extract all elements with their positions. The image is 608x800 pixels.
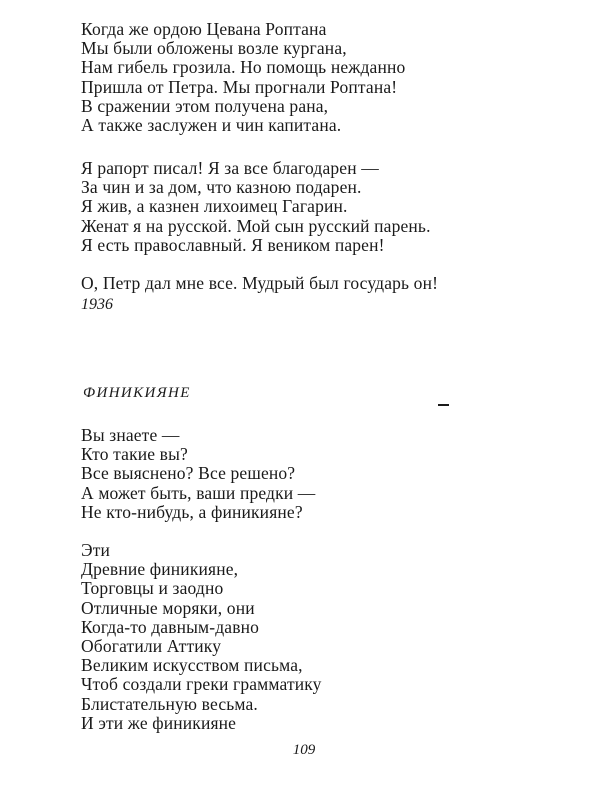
poem-line: И эти же финикияне — [81, 712, 237, 733]
poem-line: Пришла от Петра. Мы прогнали Роптана! — [81, 76, 398, 97]
poem-line: В сражении этом получена рана, — [81, 95, 329, 116]
poem-line: За чин и за дом, что казною подарен. — [81, 177, 362, 198]
poem-line: О, Петр дал мне все. Мудрый был государь он! — [81, 273, 439, 293]
poem1-stanza-3 — [81, 274, 438, 293]
poem-line: Отличные моряки, они — [81, 597, 255, 618]
poem-line: А может быть, ваши предки — — [81, 482, 316, 503]
poem-line: Я есть православный. Я веником парен! — [81, 234, 385, 255]
poem-line: Эти — [81, 540, 111, 560]
poem-line: Вы знаете — — [81, 425, 180, 445]
poem1-stanza-1 — [81, 20, 405, 135]
poem-line: Великим искусством письма, — [81, 655, 303, 676]
page-number: 109 — [292, 742, 316, 758]
poem-line: Все выяснено? Все решено? — [81, 463, 296, 484]
poem-line: Женат я на русской. Мой сын русский парень. — [81, 215, 431, 236]
printer-dash-mark — [438, 404, 449, 406]
poem-line: Когда же ордою Цевана Роптана — [81, 19, 327, 39]
poem-line: Мы были обложены возле кургана, — [81, 38, 347, 59]
poem-title: ФИНИКИЯНЕ — [83, 385, 191, 401]
poem-line: Торговцы и заодно — [81, 578, 224, 599]
poem-line: Не кто-нибудь, а финикияне? — [81, 501, 303, 522]
poem-year: 1936 — [81, 296, 113, 313]
poem1-stanza-2 — [81, 159, 431, 255]
poem-line: А также заслужен и чин капитана. — [81, 115, 342, 136]
poem-line: Кто такие вы? — [81, 444, 188, 465]
poem2-stanza-1 — [81, 426, 315, 522]
poem-line: Нам гибель грозила. Но помощь нежданно — [81, 57, 406, 78]
poem-line: Обогатили Аттику — [81, 636, 222, 657]
poem2-stanza-2 — [81, 541, 322, 733]
poem-line: Чтоб создали греки грамматику — [81, 674, 322, 695]
poem-line: Я рапорт писал! Я за все благодарен — — [81, 158, 379, 178]
poem-line: Когда-то давным-давно — [81, 616, 260, 637]
poem-line: Я жив, а казнен лихоимец Гагарин. — [81, 196, 348, 217]
poem-line: Древние финикияне, — [81, 559, 239, 580]
poem-line: Блистательную весьма. — [81, 693, 258, 714]
